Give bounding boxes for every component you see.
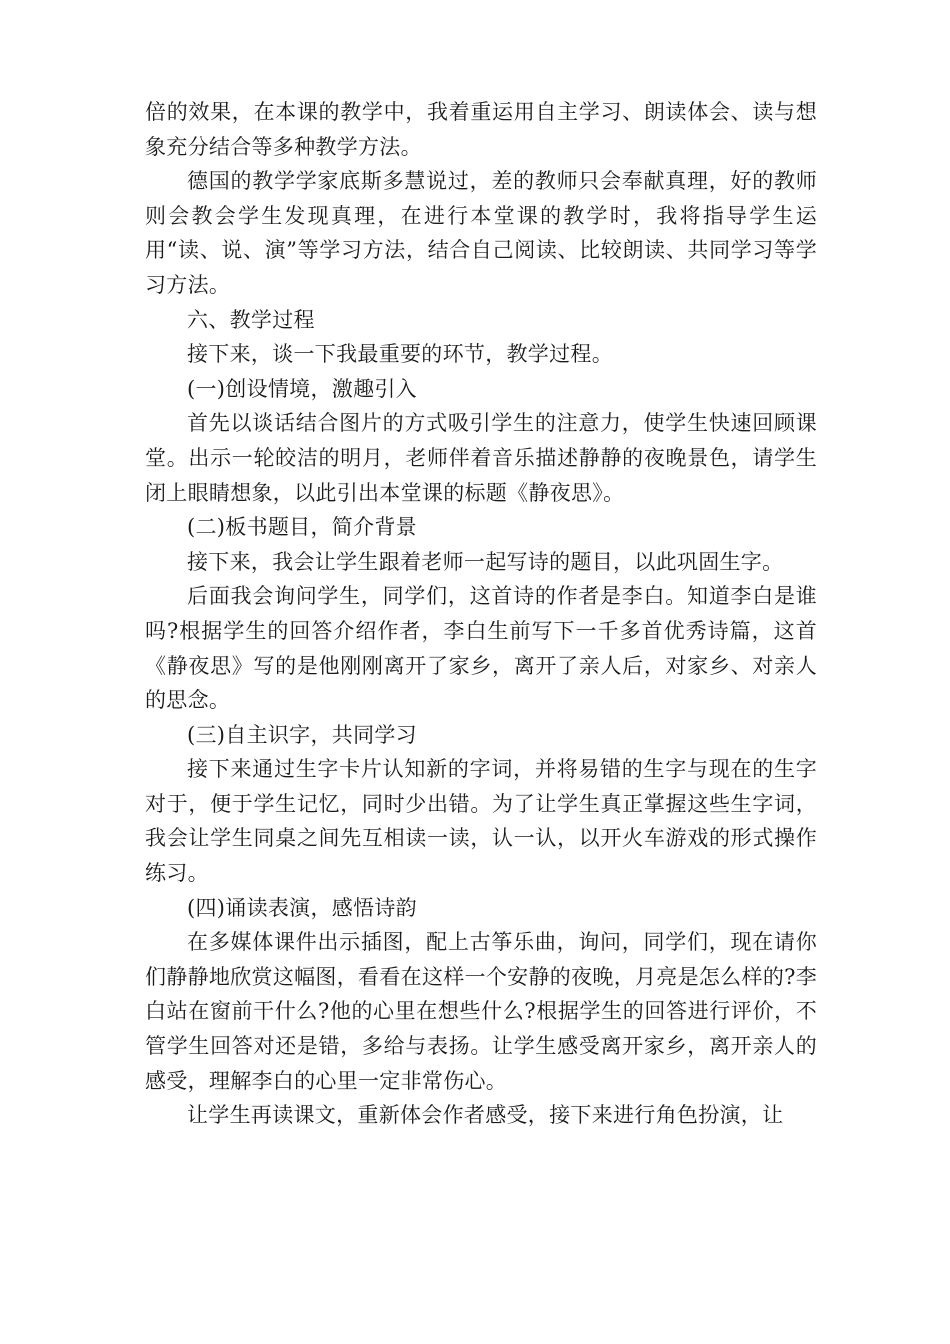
subheading-1: (一)创设情境，激趣引入 bbox=[187, 376, 417, 401]
paragraph-1: 首先以谈话结合图片的方式吸引学生的注意力，使学生快速回顾课堂。出示一轮皎洁的明月，老师伴着音乐描述静静的夜晚景色，请学生闭上眼睛想象，以此引出本堂课的标题《静夜思》。 bbox=[145, 411, 817, 505]
subheading-3: (三)自主识字，共同学习 bbox=[187, 722, 417, 747]
paragraph-intro: 接下来，谈一下我最重要的环节，教学过程。 bbox=[187, 342, 613, 367]
paragraph-2a: 接下来，我会让学生跟着老师一起写诗的题目，以此巩固生字。 bbox=[187, 549, 784, 574]
paragraph-continuation: 倍的效果，在本课的教学中，我着重运用自主学习、朗读体会、读与想象充分结合等多种教学方法。 bbox=[145, 100, 817, 159]
paragraph-teaching-methods: 德国的教学学家底斯多慧说过，差的教师只会奉献真理，好的教师则会教会学生发现真理，在进行本堂课的教学时，我将指导学生运用“读、说、演”等学习方法，结合自己阅读、比较朗读、共同学习等学习方法。 bbox=[145, 169, 817, 297]
document-body bbox=[145, 95, 817, 1133]
paragraph-4a: 在多媒体课件出示插图，配上古筝乐曲，询问，同学们，现在请你们静静地欣赏这幅图，看看在这样一个安静的夜晚，月亮是怎么样的?李白站在窗前干什么?他的心里在想些什么?根据学生的回答进行评价，不管学生回答对还是错，多给与表扬。让学生感受离开家乡，离开亲人的感受，理解李白的心里一定非常伤心。 bbox=[145, 930, 817, 1093]
subheading-4: (四)诵读表演，感悟诗韵 bbox=[187, 895, 417, 920]
paragraph-2b: 后面我会询问学生，同学们，这首诗的作者是李白。知道李白是谁吗?根据学生的回答介绍作者，李白生前写下一千多首优秀诗篇，这首《静夜思》写的是他刚刚离开了家乡，离开了亲人后，对家乡、对亲人的思念。 bbox=[145, 584, 817, 713]
paragraph-3: 接下来通过生字卡片认知新的字词，并将易错的生字与现在的生字对于，便于学生记忆，同时少出错。为了让学生真正掌握这些生字词，我会让学生同桌之间先互相读一读，认一认，以开火车游戏的形式操作练习。 bbox=[145, 757, 817, 886]
paragraph-4b: 让学生再读课文，重新体会作者感受，接下来进行角色扮演，让 bbox=[187, 1103, 784, 1128]
section-heading-teaching-process: 六、教学过程 bbox=[187, 307, 315, 332]
subheading-2: (二)板书题目，简介背景 bbox=[187, 515, 417, 540]
